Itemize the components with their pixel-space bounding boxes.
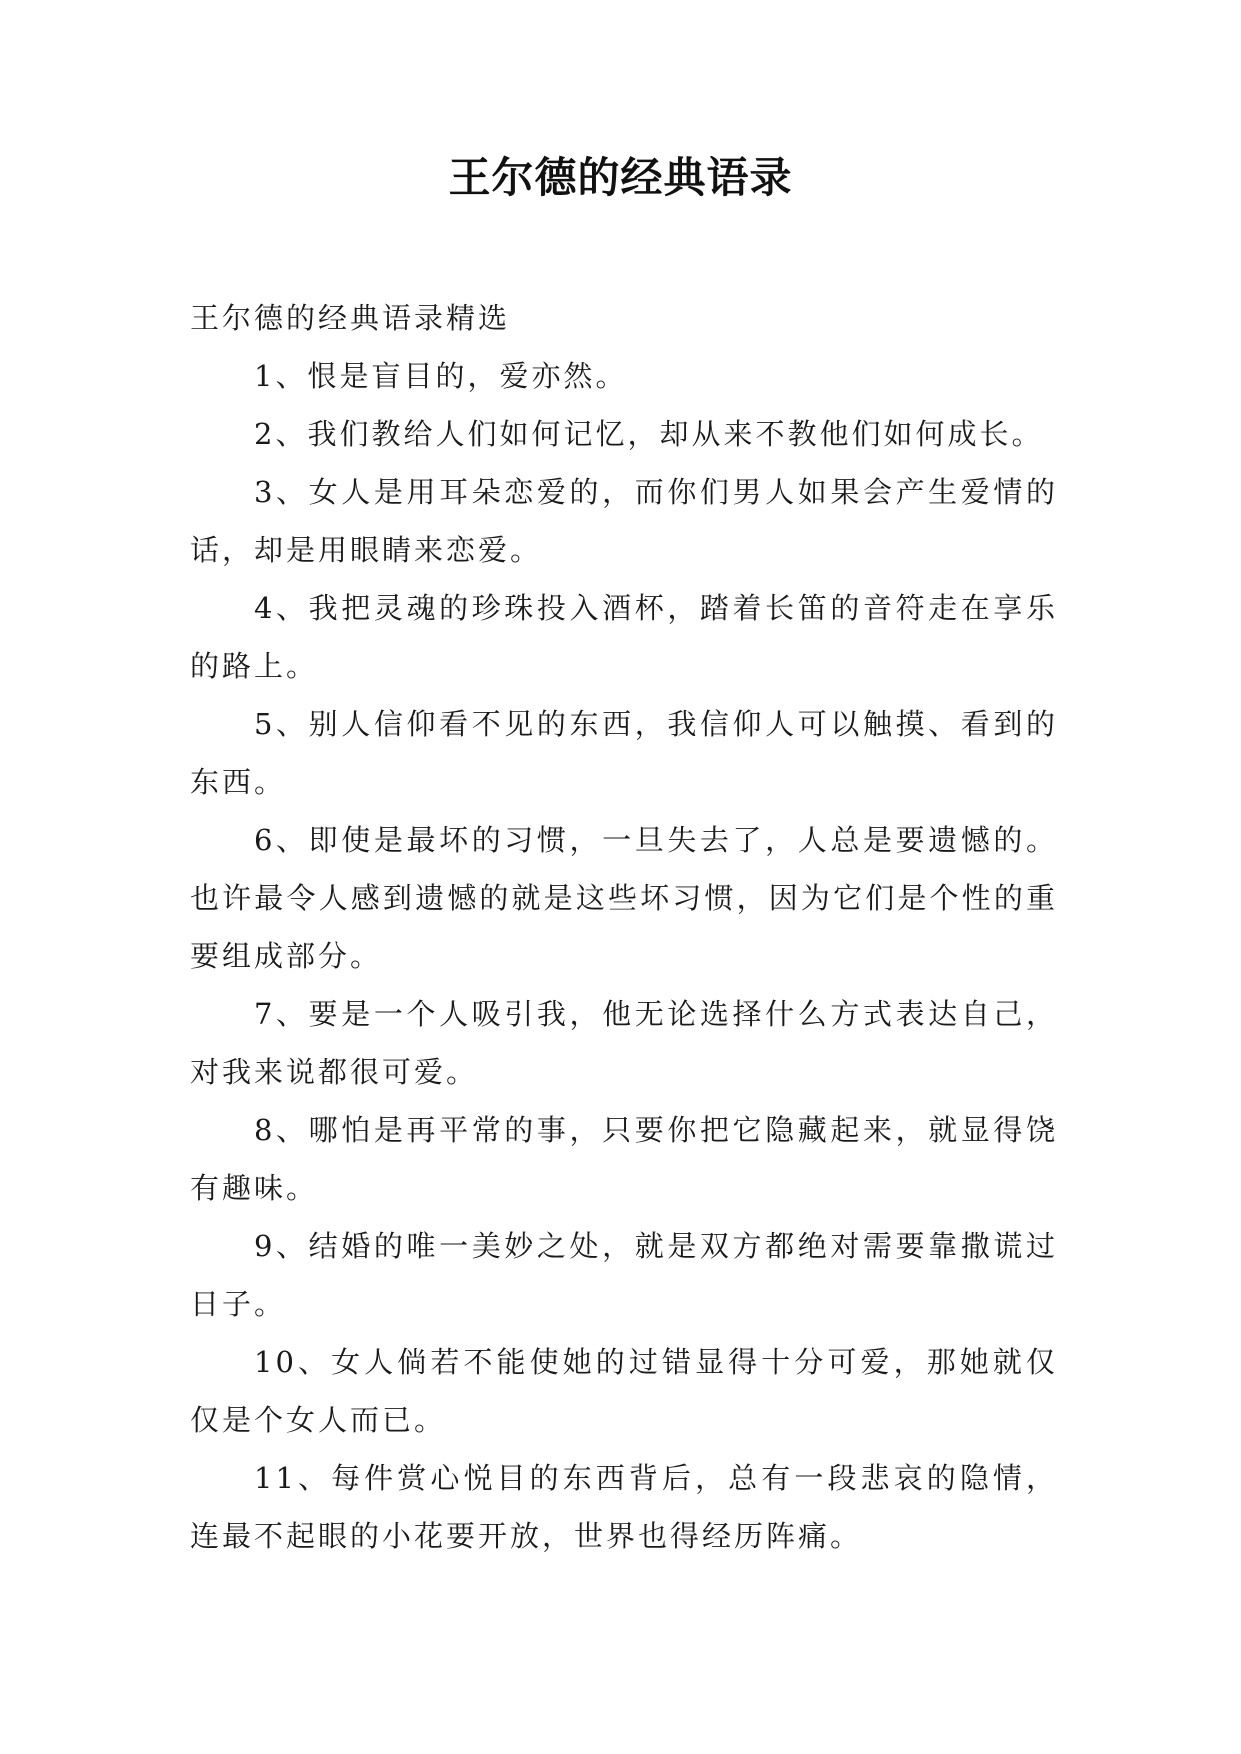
page-title: 王尔德的经典语录 [448,153,793,202]
section-subtitle: 王尔德的经典语录精选 [190,301,511,335]
quote-item-10: 10、女人倘若不能使她的过错显得十分可爱，那她就仅仅是个女人而已。 [190,1345,1058,1437]
quote-item-5: 5、别人信仰看不见的东西，我信仰人可以触摸、看到的东西。 [190,707,1058,799]
quote-item-8: 8、哪怕是再平常的事，只要你把它隐藏起来，就显得饶有趣味。 [190,1113,1058,1205]
quote-item-11: 11、每件赏心悦目的东西背后，总有一段悲哀的隐情，连最不起眼的小花要开放，世界也得经历阵痛。 [190,1461,1058,1553]
quote-item-4: 4、我把灵魂的珍珠投入酒杯，踏着长笛的音符走在享乐的路上。 [190,591,1058,683]
quote-item-3: 3、女人是用耳朵恋爱的，而你们男人如果会产生爱情的话，却是用眼睛来恋爱。 [190,475,1058,567]
quote-item-9: 9、结婚的唯一美妙之处，就是双方都绝对需要靠撒谎过日子。 [190,1229,1058,1321]
document-body [190,289,1058,1565]
quote-item-2: 2、我们教给人们如何记忆，却从来不教他们如何成长。 [254,417,1044,451]
quote-item-1: 1、恨是盲目的，爱亦然。 [254,359,628,393]
quote-item-7: 7、要是一个人吸引我，他无论选择什么方式表达自己，对我来说都很可爱。 [190,997,1058,1089]
quote-item-6: 6、即使是最坏的习惯，一旦失去了，人总是要遗憾的。也许最令人感到遗憾的就是这些坏习惯，因为它们是个性的重要组成部分。 [190,823,1058,973]
